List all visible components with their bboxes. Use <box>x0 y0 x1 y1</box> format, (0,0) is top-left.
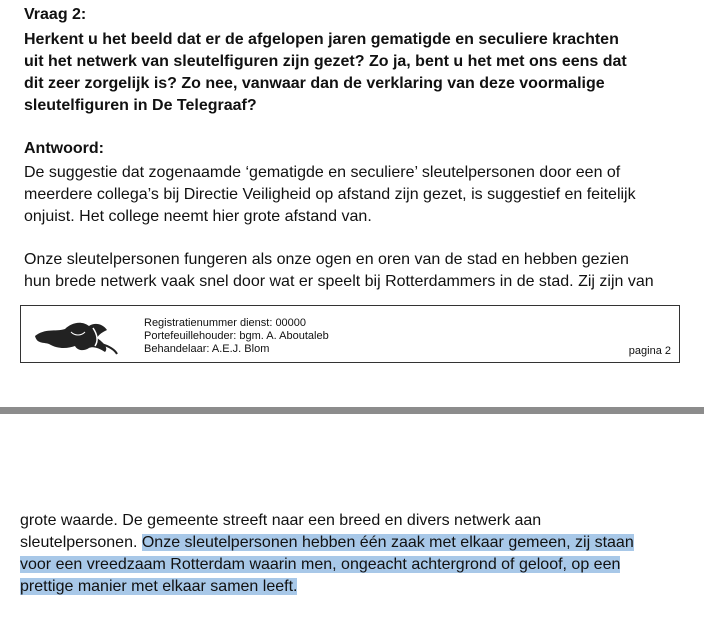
highlighted-text[interactable]: Onze sleutelpersonen hebben één zaak met elkaar gemeen, zij staan <box>141 534 634 551</box>
continuation-paragraph <box>20 510 680 598</box>
page-footer <box>20 305 680 363</box>
answer-line: meerdere collega’s bij Directie Veiligheid op afstand zijn gezet, is suggestief en feitelijk <box>24 186 636 203</box>
page-separator <box>0 407 704 414</box>
page-number: pagina 2 <box>628 345 671 357</box>
question-line: dit zeer zorgelijk is? Zo nee, vanwaar dan de verklaring van deze voormalige <box>24 75 605 92</box>
continuation-line <box>20 554 680 576</box>
answer-label: Antwoord: <box>24 140 104 157</box>
footer-info <box>144 317 329 356</box>
plain-text: sleutelpersonen. <box>20 534 142 551</box>
question-text <box>24 29 684 117</box>
question-line: sleutelfiguren in De Telegraaf? <box>24 97 257 114</box>
portfolio-holder: Portefeuillehouder: bgm. A. Aboutaleb <box>144 330 329 342</box>
highlighted-text[interactable]: prettige manier met elkaar samen leeft. <box>20 578 298 595</box>
continuation-line <box>20 576 680 598</box>
registration-number: Registratienummer dienst: 00000 <box>144 317 307 329</box>
question-line: Herkent u het beeld dat er de afgelopen jaren gematigde en seculiere krachten <box>24 31 619 48</box>
answer-paragraph-2 <box>24 249 689 293</box>
answer-line: onjuist. Het college neemt hier grote afstand van. <box>24 208 372 225</box>
answer-paragraph-1 <box>24 162 689 228</box>
rotterdam-lion-logo-icon <box>31 314 121 356</box>
document-page-3 <box>0 414 704 618</box>
answer-line: hun brede netwerk vaak snel door wat er speelt bij Rotterdammers in de stad. Zij zijn van <box>24 273 654 290</box>
question-label: Vraag 2: <box>24 6 87 23</box>
highlighted-text[interactable]: voor een vreedzaam Rotterdam waarin men, ongeacht achtergrond of geloof, op een <box>20 556 621 573</box>
handler: Behandelaar: A.E.J. Blom <box>144 343 270 355</box>
question-line: uit het netwerk van sleutelfiguren zijn gezet? Zo ja, bent u het met ons eens dat <box>24 53 627 70</box>
continuation-line: grote waarde. De gemeente streeft naar een breed en divers netwerk aan <box>20 512 542 529</box>
answer-line: Onze sleutelpersonen fungeren als onze ogen en oren van de stad en hebben gezien <box>24 251 629 268</box>
answer-line: De suggestie dat zogenaamde ‘gematigde en seculiere’ sleutelpersonen door een of <box>24 164 621 181</box>
continuation-line <box>20 532 680 554</box>
